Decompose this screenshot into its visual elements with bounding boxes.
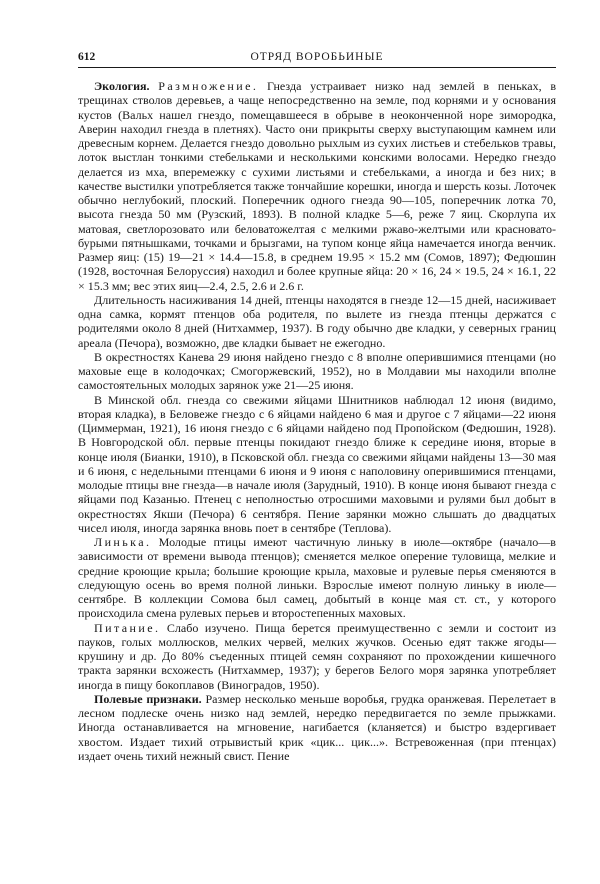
paragraph-text: Гнезда устраивает низко над землей в пеньках, в трещинах стволов деревьев, а чаще непосредственно на земле, под корнями и у основания кустов (Вальх нашел гнездо, помещавшееся в обрыве в неоконченной норе зимородка, Аверин находил гнезда в плетнях). Часто они прикрыты сверху выступающим камнем или древесным корнем. Делается гнездо довольно рыхлым из сухих листьев и стебельков травы, лоток выстлан тонкими стебельками и несколькими конскими волосами. Нередко гнездо делается из мха, вперемежку с сухими листьями и стебельками, а иногда и без них; в качестве выстилки употребляется также тончайшие корешки, иногда и шерсть козы. Лоточек обычно неглубокий, плоский. Поперечник одного гнезда 90—105, поперечник лотка 70, высота гнезда 50 мм (Рузский, 1893). В полной кладке 5—6, реже 7 яиц. Скорлупа их матовая, светлорозоватo или беловатожелтая с мелкими ржаво-желтыми или красновато-бурыми пятнышками, точками и брызгами, на тупом конце яйца намечается иногда венчик. Размер яиц: (15) 19—21 × 14.4—15.8, в среднем 19.95 × 15.2 мм (Сомов, 1897); Федюшин (1928, восточная Белоруссия) находил и более крупные яйца: 20 × 16, 24 × 19.5, 24 × 16.1, 22 × 15.3 мм; вес этих яиц—2.4, 2.5, 2.6 и 2.6 г. <box>78 79 557 293</box>
paragraph-moult <box>78 535 556 621</box>
page-number: 612 <box>78 51 96 63</box>
subsection-term: Линька. <box>94 535 152 549</box>
paragraph-text: Слабо изучено. Пища берется преимущественно с земли и состоит из пауков, голых моллюсков, мелких червей, мелких жучков. Осенью едят также ягоды—крушину и др. До 80% съеденных птицей семян сохраняют по прохождении кишечного тракта зарянки всхожесть (Нитхаммер, 1937); у берегов Белого моря зарянка употребляет иногда в пищу бокоплавов (Виноградов, 1950). <box>78 620 556 692</box>
section-lead: Полевые признаки. <box>94 691 202 706</box>
paragraph-ecology-reproduction <box>78 79 556 293</box>
paragraph-field-marks <box>78 692 556 763</box>
body-text <box>78 79 556 763</box>
running-head: ОТРЯД ВОРОБЬИНЫЕ <box>250 51 384 63</box>
paragraph-text: В Минской обл. гнезда со свежими яйцами Шнитников наблюдал 12 июня (видимо, вторая кладка), в Беловеже гнездо с 6 яйцами найдено 6 мая и другое с 7 яйцами—22 июня (Циммерман, 1921), 16 июня гнездо с 6 яйцами найдено под Пропойском (Федюшин, 1928). В Новгородской обл. первые птенцы покидают гнездо ближе к середине июня, вторые в конце июля (Бианки, 1910), в Псковской обл. гнезда со свежими яйцами найдены 13—30 мая и 6 июня, с недельными птенцами 6 июня и 9 июня с наполовину оперившимися птенцами, молодые птицы вне гнезда—в начале июля (Зарудный, 1910). В конце июня бывают гнезда с яйцами под Казанью. Птенец с неполностью отросшими маховыми и рулями был добыт в окрестностях Якши (Печора) 6 сентября. Пение зарянки можно слышать до двадцатых чисел июля, иногда зарянка вновь поет в сентябре (Теплова). <box>78 392 556 535</box>
header-rule <box>78 67 556 68</box>
section-lead: Экология. <box>94 79 150 93</box>
paragraph-text: Длительность насиживания 14 дней, птенцы находятся в гнезде 12—15 дней, насиживает одна самка, кормят птенцов оба родителя, по вылете из гнезда птенцы держатся с родителями около 8 дней (Нитхаммер, 1937). В году обычно две кладки, у северных границ ареала (Печора), возможно, две кладки бывает не ежегодно. <box>78 292 556 350</box>
page-header <box>78 50 556 64</box>
subsection-term: Размножение. <box>158 79 259 93</box>
paragraph-feeding <box>78 621 556 692</box>
paragraph-text: Размер несколько меньше воробья, грудка оранжевая. Перелетает в лесном подлеске очень низко над землей, нередко передвигается по земле прыжками. Иногда останавливается на мгновение, нагибается (кланяется) и быстро вздергивает хвостом. Издает тихий отрывистый крик «цик... цик...». Встревоженная (при птенцах) издает очень тихий нежный свист. Пение <box>78 691 556 763</box>
paragraph-minsk <box>78 393 556 536</box>
paragraph-kanev <box>78 350 556 393</box>
paragraph-text: В окрестностях Канева 29 июня найдено гнездо с 8 вполне оперившимися птенцами (но маховые еще в колодочках; Смогоржевский, 1952), но в Молдавии мы находили вполне самостоятельных молодых зарянок уже 21—25 июня. <box>78 349 556 393</box>
paragraph-text: Молодые птицы имеют частичную линьку в июле—октябре (начало—в зависимости от времени вывода птенцов); сменяется мелкое оперение туловища, мелкие и средние кроющие крыла; большие кроющие крыла, маховые и рулевые перья сменяются в следующую осень во время полной линьки. Взрослые имеют полную линьку в июле—сентябре. В коллекции Сомова был самец, добытый в конце мая ст. ст., у которого происходила смена рулевых перьев и второстепенных маховых. <box>78 535 556 621</box>
subsection-term: Питание. <box>94 620 161 635</box>
paragraph-incubation <box>78 293 556 350</box>
